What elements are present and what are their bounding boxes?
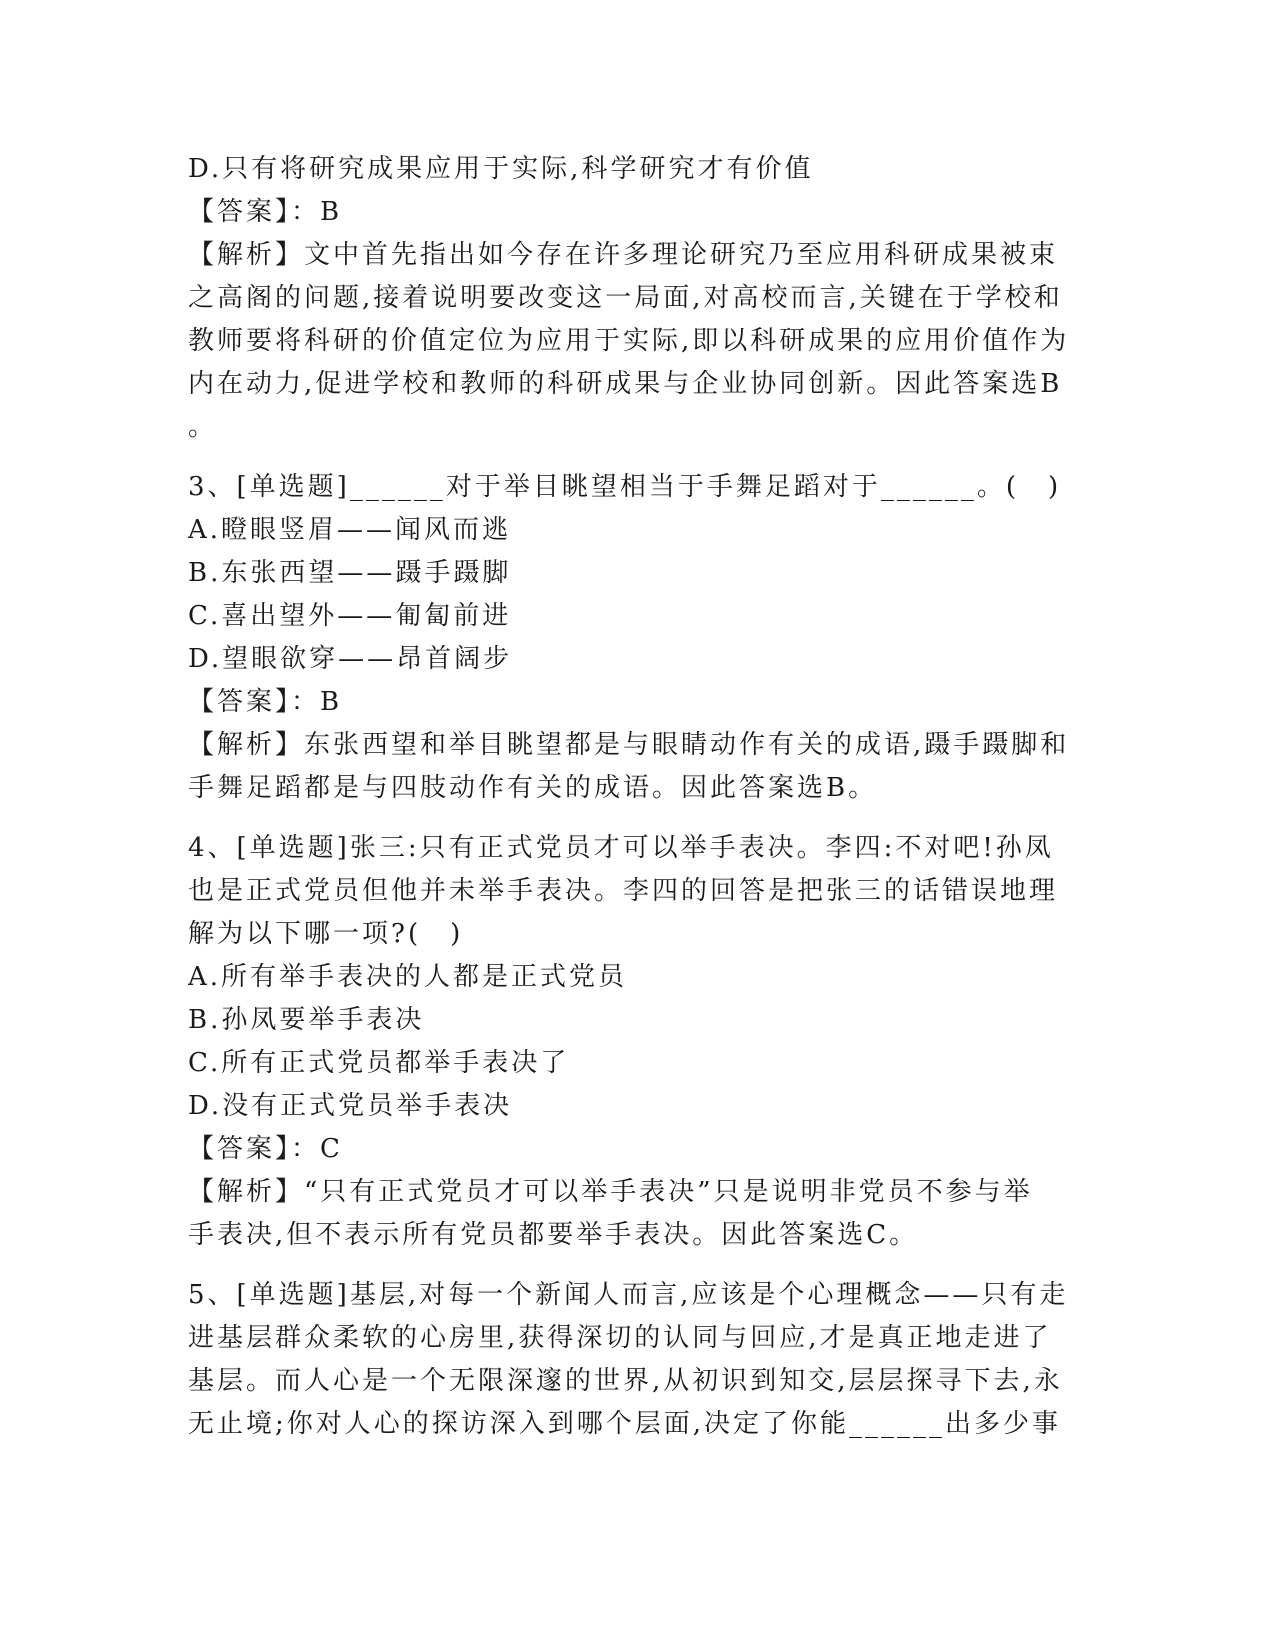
question-4-stem: 解为以下哪一项?( ) <box>188 919 464 949</box>
question-3-stem: 3、[单选题]______对于举目眺望相当于手舞足蹈对于______。( ) <box>188 472 1062 502</box>
question-3-option-c: C.喜出望外——匍匐前进 <box>188 601 512 631</box>
question-3-option-b: B.东张西望——蹑手蹑脚 <box>188 558 512 588</box>
question-4-option-d: D.没有正式党员举手表决 <box>188 1091 513 1121</box>
question-3-analysis: 手舞足蹈都是与四肢动作有关的成语。因此答案选B。 <box>188 773 878 803</box>
option-d: D.只有将研究成果应用于实际,科学研究才有价值 <box>188 154 814 184</box>
question-4-option-c: C.所有正式党员都举手表决了 <box>188 1048 570 1078</box>
analysis-line: 。 <box>188 412 218 442</box>
analysis-line: 教师要将科研的价值定位为应用于实际,即以科研成果的应用价值作为 <box>188 326 1070 356</box>
analysis-line: 内在动力,促进学校和教师的科研成果与企业协同创新。因此答案选B <box>188 369 1063 399</box>
question-4-option-b: B.孙凤要举手表决 <box>188 1005 425 1035</box>
question-5-stem: 5、[单选题]基层,对每一个新闻人而言,应该是个心理概念——只有走 <box>188 1280 1069 1310</box>
analysis-line: 【解析】文中首先指出如今存在许多理论研究乃至应用科研成果被束 <box>188 240 1059 270</box>
question-4-analysis: 手表决,但不表示所有党员都要举手表决。因此答案选C。 <box>188 1220 919 1250</box>
question-5-stem: 无止境;你对人心的探访深入到哪个层面,决定了你能______出多少事 <box>188 1409 1062 1439</box>
question-4-answer: 【答案】：C <box>188 1134 343 1164</box>
question-4-stem: 4、[单选题]张三:只有正式党员才可以举手表决。李四:不对吧!孙凤 <box>188 833 1054 863</box>
question-3-analysis: 【解析】东张西望和举目眺望都是与眼睛动作有关的成语,蹑手蹑脚和 <box>188 730 1070 760</box>
question-4-option-a: A.所有举手表决的人都是正式党员 <box>188 962 628 992</box>
question-5-stem: 基层。而人心是一个无限深邃的世界,从初识到知交,层层探寻下去,永 <box>188 1366 1063 1396</box>
analysis-line: 之高阁的问题,接着说明要改变这一局面,对高校而言,关键在于学校和 <box>188 283 1063 313</box>
question-4-analysis: 【解析】“只有正式党员才可以举手表决”只是说明非党员不参与举 <box>188 1177 1033 1207</box>
answer-line: 【答案】：B <box>188 197 343 227</box>
question-3-option-d: D.望眼欲穿——昂首阔步 <box>188 644 513 674</box>
question-3-option-a: A.瞪眼竖眉——闻风而逃 <box>188 515 512 545</box>
question-4-stem: 也是正式党员但他并未举手表决。李四的回答是把张三的话错误地理 <box>188 876 1059 906</box>
question-3-answer: 【答案】：B <box>188 687 343 717</box>
question-5-stem: 进基层群众柔软的心房里,获得深切的认同与回应,才是真正地走进了 <box>188 1323 1052 1353</box>
document-content <box>188 148 1078 1446</box>
